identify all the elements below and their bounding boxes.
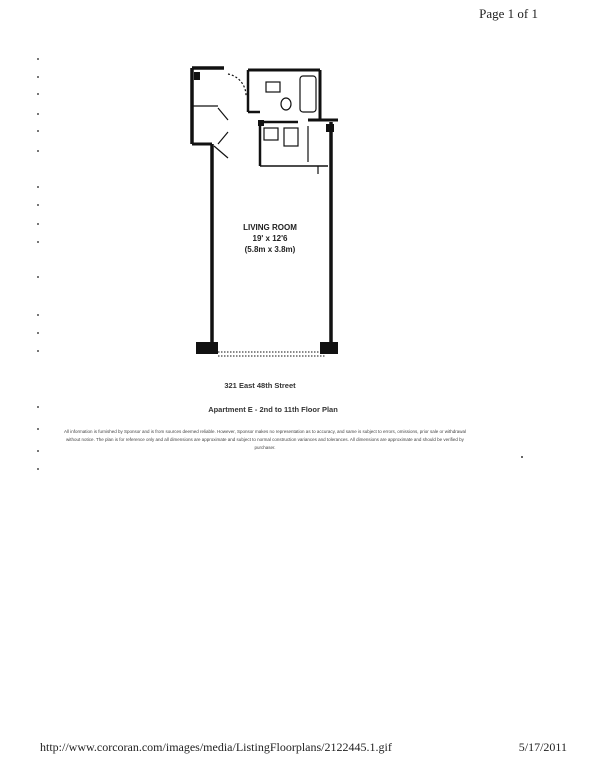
page-number: Page 1 of 1: [479, 6, 538, 21]
margin-marks: [37, 58, 43, 478]
disclaimer-text: All information is furnished by Sponsor and is from sources deemed reliable. However, Sponsor makes no representation as to accuracy, and same is subject to errors, omissions, prior sale or withdrawal without notice. The plan is for reference only and all dimensions are approximate and subject to normal construction variances and tolerances. All dimensions are approximate and should be verified by purchaser.: [63, 429, 467, 450]
floor-plan-svg: [188, 62, 348, 362]
room-dimensions-metric: (5.8m x 3.8m): [244, 245, 296, 254]
room-name: LIVING ROOM: [243, 223, 297, 232]
room-dimensions-imperial: 19' x 12'6: [252, 234, 288, 243]
margin-mark: [521, 456, 523, 458]
print-date: 5/17/2011: [518, 740, 567, 754]
floor-plan-title: Apartment E - 2nd to 11th Floor Plan: [208, 405, 338, 414]
living-room-label: [210, 222, 330, 255]
floor-plan-drawing: [188, 62, 348, 362]
building-address: 321 East 48th Street: [224, 381, 296, 390]
source-url: http://www.corcoran.com/images/media/ListingFloorplans/2122445.1.gif: [40, 740, 392, 754]
